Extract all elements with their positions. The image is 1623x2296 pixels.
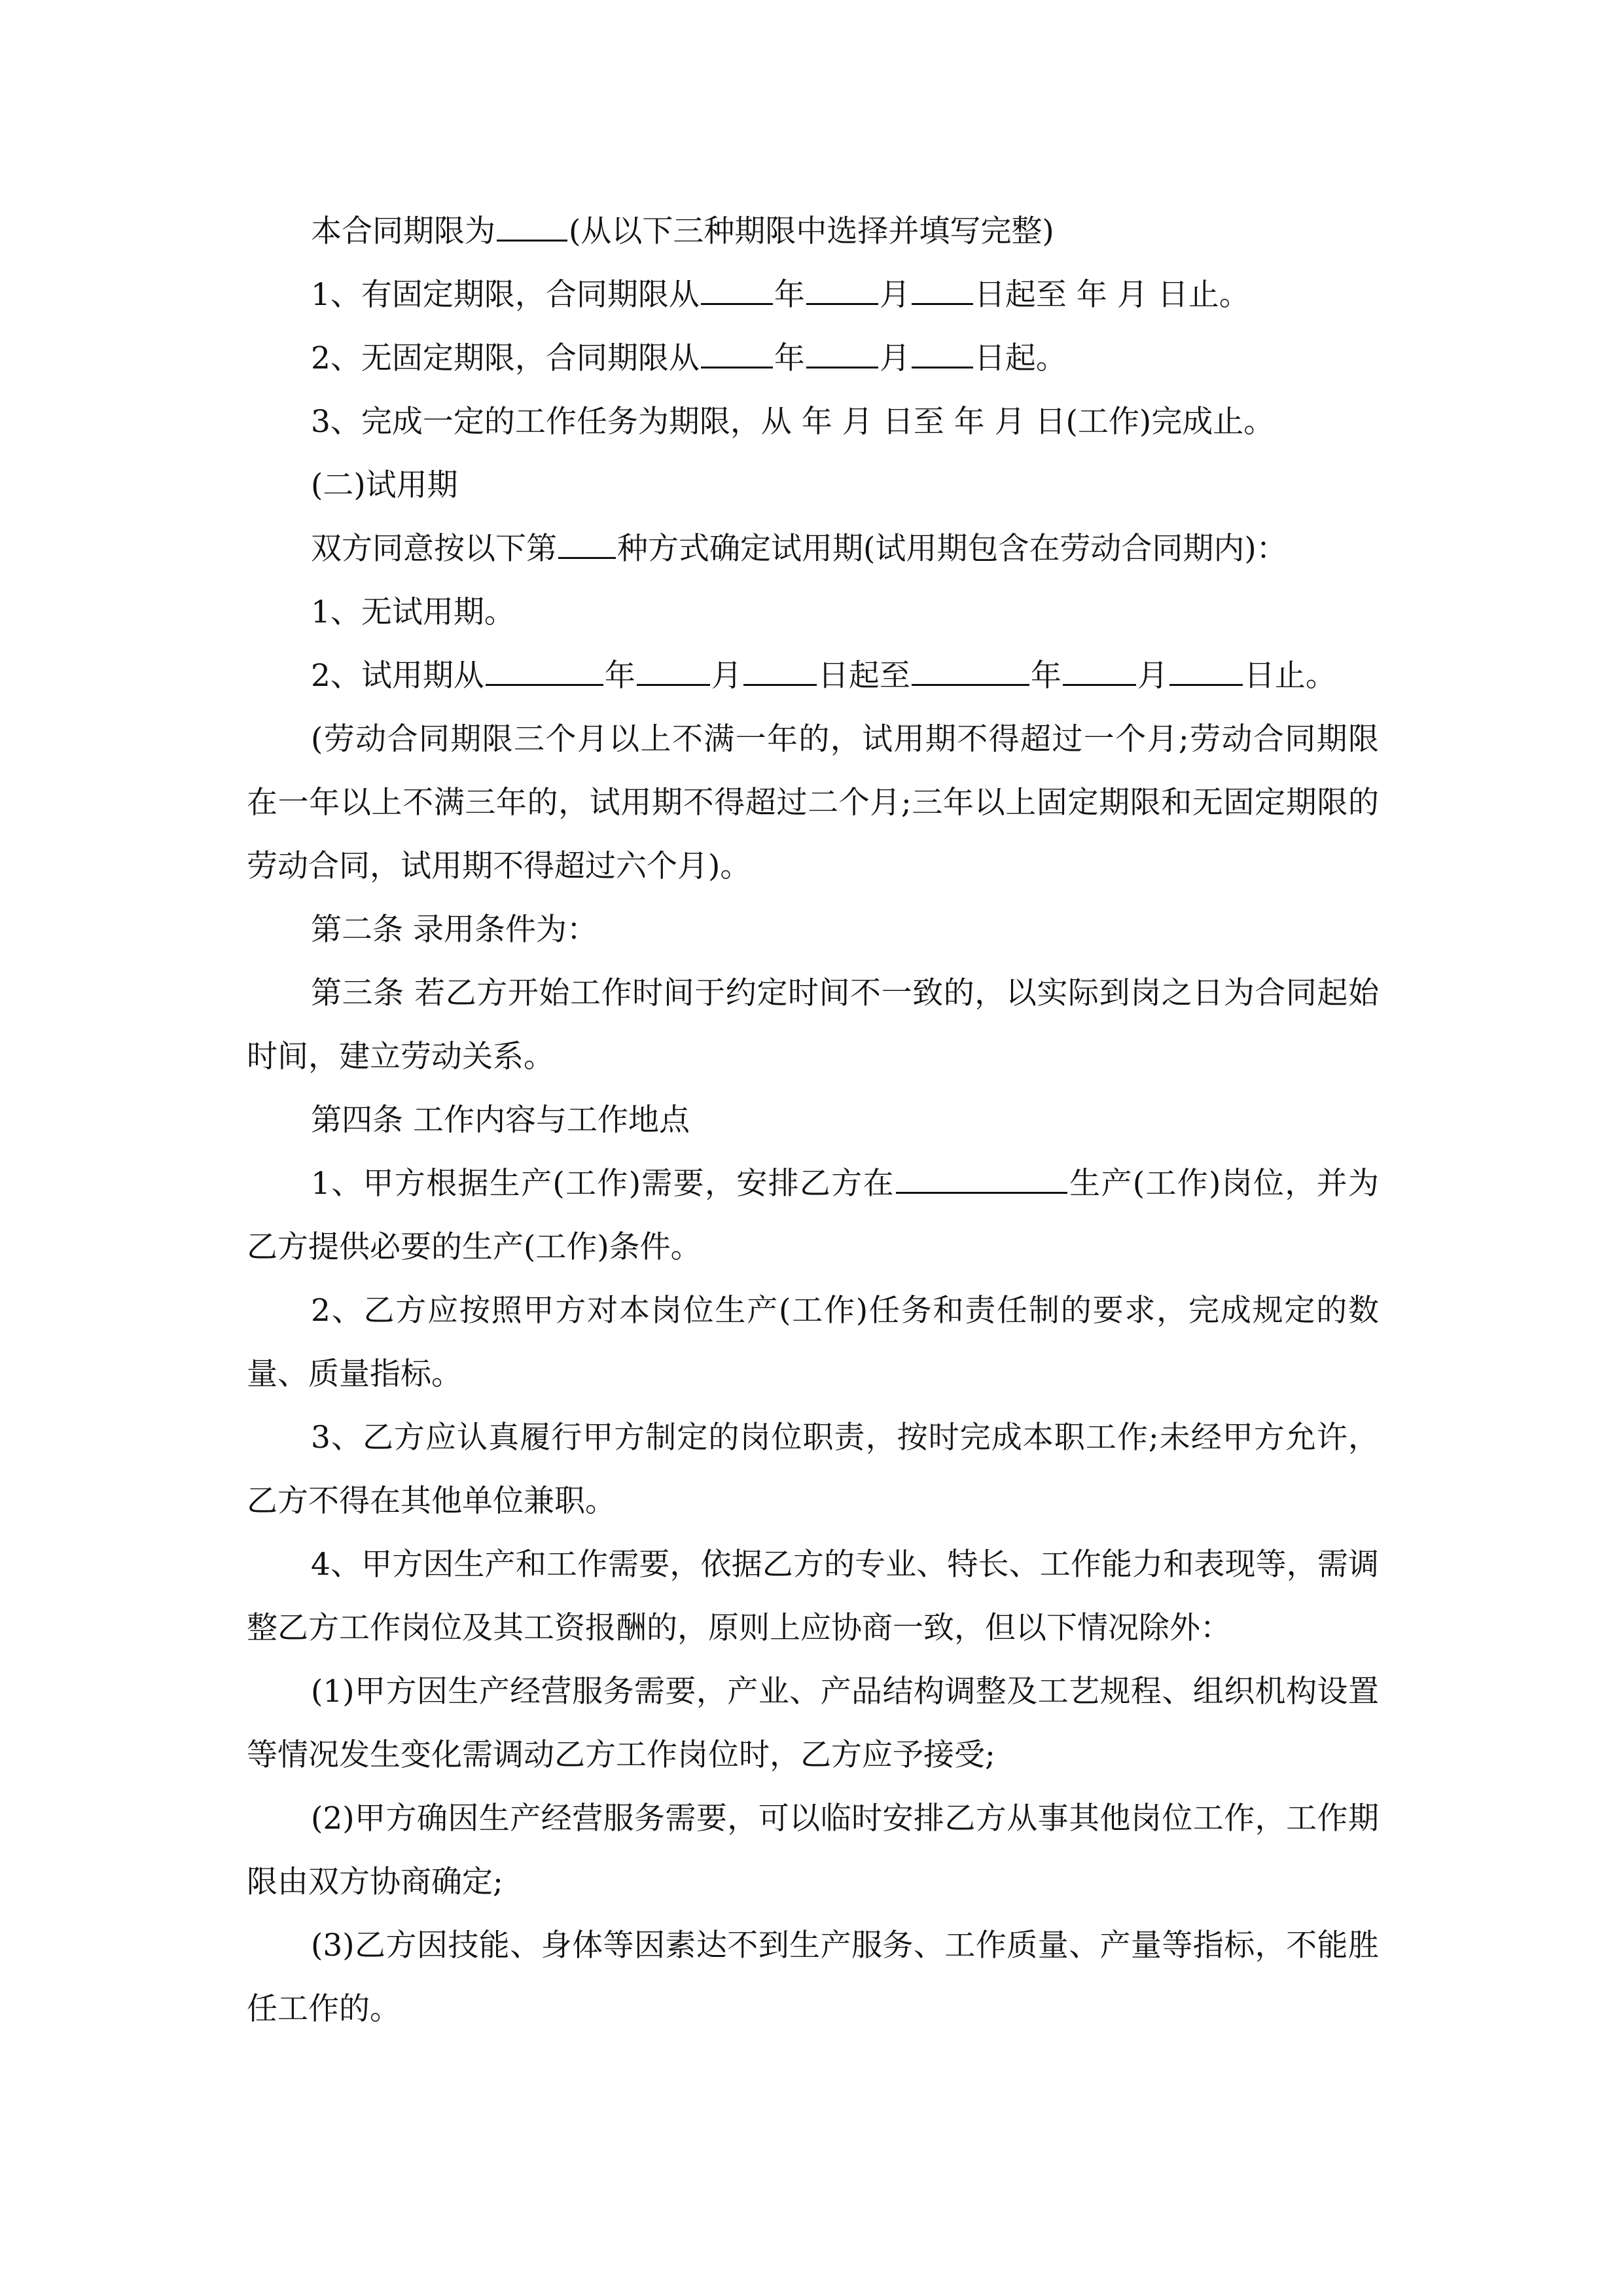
blank-field[interactable] (701, 340, 773, 368)
blank-field[interactable] (912, 340, 973, 368)
blank-field[interactable] (806, 277, 878, 305)
exception-3: (3)乙方因技能、身体等因素达不到生产服务、工作质量、产量等指标，不能胜任工作的。 (247, 1928, 1379, 2027)
blank-field[interactable] (1063, 658, 1136, 686)
text-run: 日起至 年 月 日止。 (974, 277, 1250, 313)
blank-field[interactable] (558, 531, 616, 559)
text-run: 月 (1137, 658, 1168, 694)
open-term-line (247, 327, 1379, 390)
probation-period-line (247, 644, 1379, 708)
text-run: 2、试用期从 (311, 658, 484, 694)
article-four-item-4: 4、甲方因生产和工作需要，依据乙方的专业、特长、工作能力和表现等，需调整乙方工作岗位及其工资报酬的，原则上应协商一致，但以下情况除外： (247, 1547, 1379, 1646)
exception-1: (1)甲方因生产经营服务需要，产业、产品结构调整及工艺规程、组织机构设置等情况发生变化需调动乙方工作岗位时，乙方应予接受; (247, 1674, 1379, 1773)
text-run: 月 (711, 658, 742, 694)
text-run: 日止。 (1243, 658, 1336, 694)
exception-2: (2)甲方确因生产经营服务需要，可以临时安排乙方从事其他岗位工作，工作期限由双方协商确定; (247, 1801, 1379, 1900)
probation-choice-line (247, 517, 1379, 581)
blank-field[interactable] (806, 340, 878, 368)
blank-field[interactable] (486, 658, 603, 686)
no-probation-line: 1、无试用期。 (311, 594, 515, 630)
article-four-item-2: 2、乙方应按照甲方对本岗位生产(工作)任务和责任制的要求，完成规定的数量、质量指标。 (247, 1293, 1379, 1392)
text-run: 1、有固定期限，合同期限从 (311, 277, 700, 313)
blank-field[interactable] (912, 658, 1029, 686)
text-run: 年 (604, 658, 635, 694)
blank-field[interactable] (896, 1166, 1067, 1194)
text-run: 日起至 (817, 658, 910, 694)
document-body (247, 200, 1379, 2041)
term-intro-line (247, 200, 1379, 263)
blank-field[interactable] (912, 277, 973, 305)
text-run: 1、甲方根据生产(工作)需要，安排乙方在 (311, 1166, 895, 1202)
article-four-heading: 第四条 工作内容与工作地点 (311, 1102, 690, 1138)
article-three: 第三条 若乙方开始工作时间于约定时间不一致的，以实际到岗之日为合同起始时间，建立劳动关系。 (247, 975, 1379, 1075)
task-term-line: 3、完成一定的工作任务为期限，从 年 月 日至 年 月 日(工作)完成止。 (311, 404, 1275, 440)
blank-field[interactable] (743, 658, 817, 686)
text-run: 种方式确定试用期(试用期包含在劳动合同期内)： (617, 531, 1287, 567)
blank-field[interactable] (497, 213, 567, 242)
article-two: 第二条 录用条件为： (311, 912, 597, 948)
text-run: 年 (774, 340, 805, 376)
text-run: 月 (879, 340, 910, 376)
article-four-item-1 (247, 1152, 1379, 1279)
blank-field[interactable] (701, 277, 773, 305)
article-four-item-3: 3、乙方应认真履行甲方制定的岗位职责，按时完成本职工作;未经甲方允许，乙方不得在其他单位兼职。 (247, 1420, 1379, 1519)
probation-note-paragraph: (劳动合同期限三个月以上不满一年的，试用期不得超过一个月;劳动合同期限在一年以上不满三年的，试用期不得超过二个月;三年以上固定期限和无固定期限的劳动合同，试用期不得超过六个月)。 (247, 721, 1379, 884)
text-run: 年 (1030, 658, 1061, 694)
fixed-term-line (247, 263, 1379, 327)
text-run: 月 (879, 277, 910, 313)
text-run: 双方同意按以下第 (311, 531, 557, 567)
section-probation-heading: (二)试用期 (311, 467, 458, 503)
text-run: 本合同期限为 (311, 213, 495, 249)
text-run: 日起。 (974, 340, 1067, 376)
text-run: 年 (774, 277, 805, 313)
text-run: (从以下三种期限中选择并填写完整) (569, 213, 1054, 249)
text-run: 生产(工作)岗位，并为乙方提供必要的生产(工作)条件。 (247, 1166, 1379, 1265)
blank-field[interactable] (1169, 658, 1243, 686)
blank-field[interactable] (637, 658, 710, 686)
text-run: 2、无固定期限，合同期限从 (311, 340, 700, 376)
